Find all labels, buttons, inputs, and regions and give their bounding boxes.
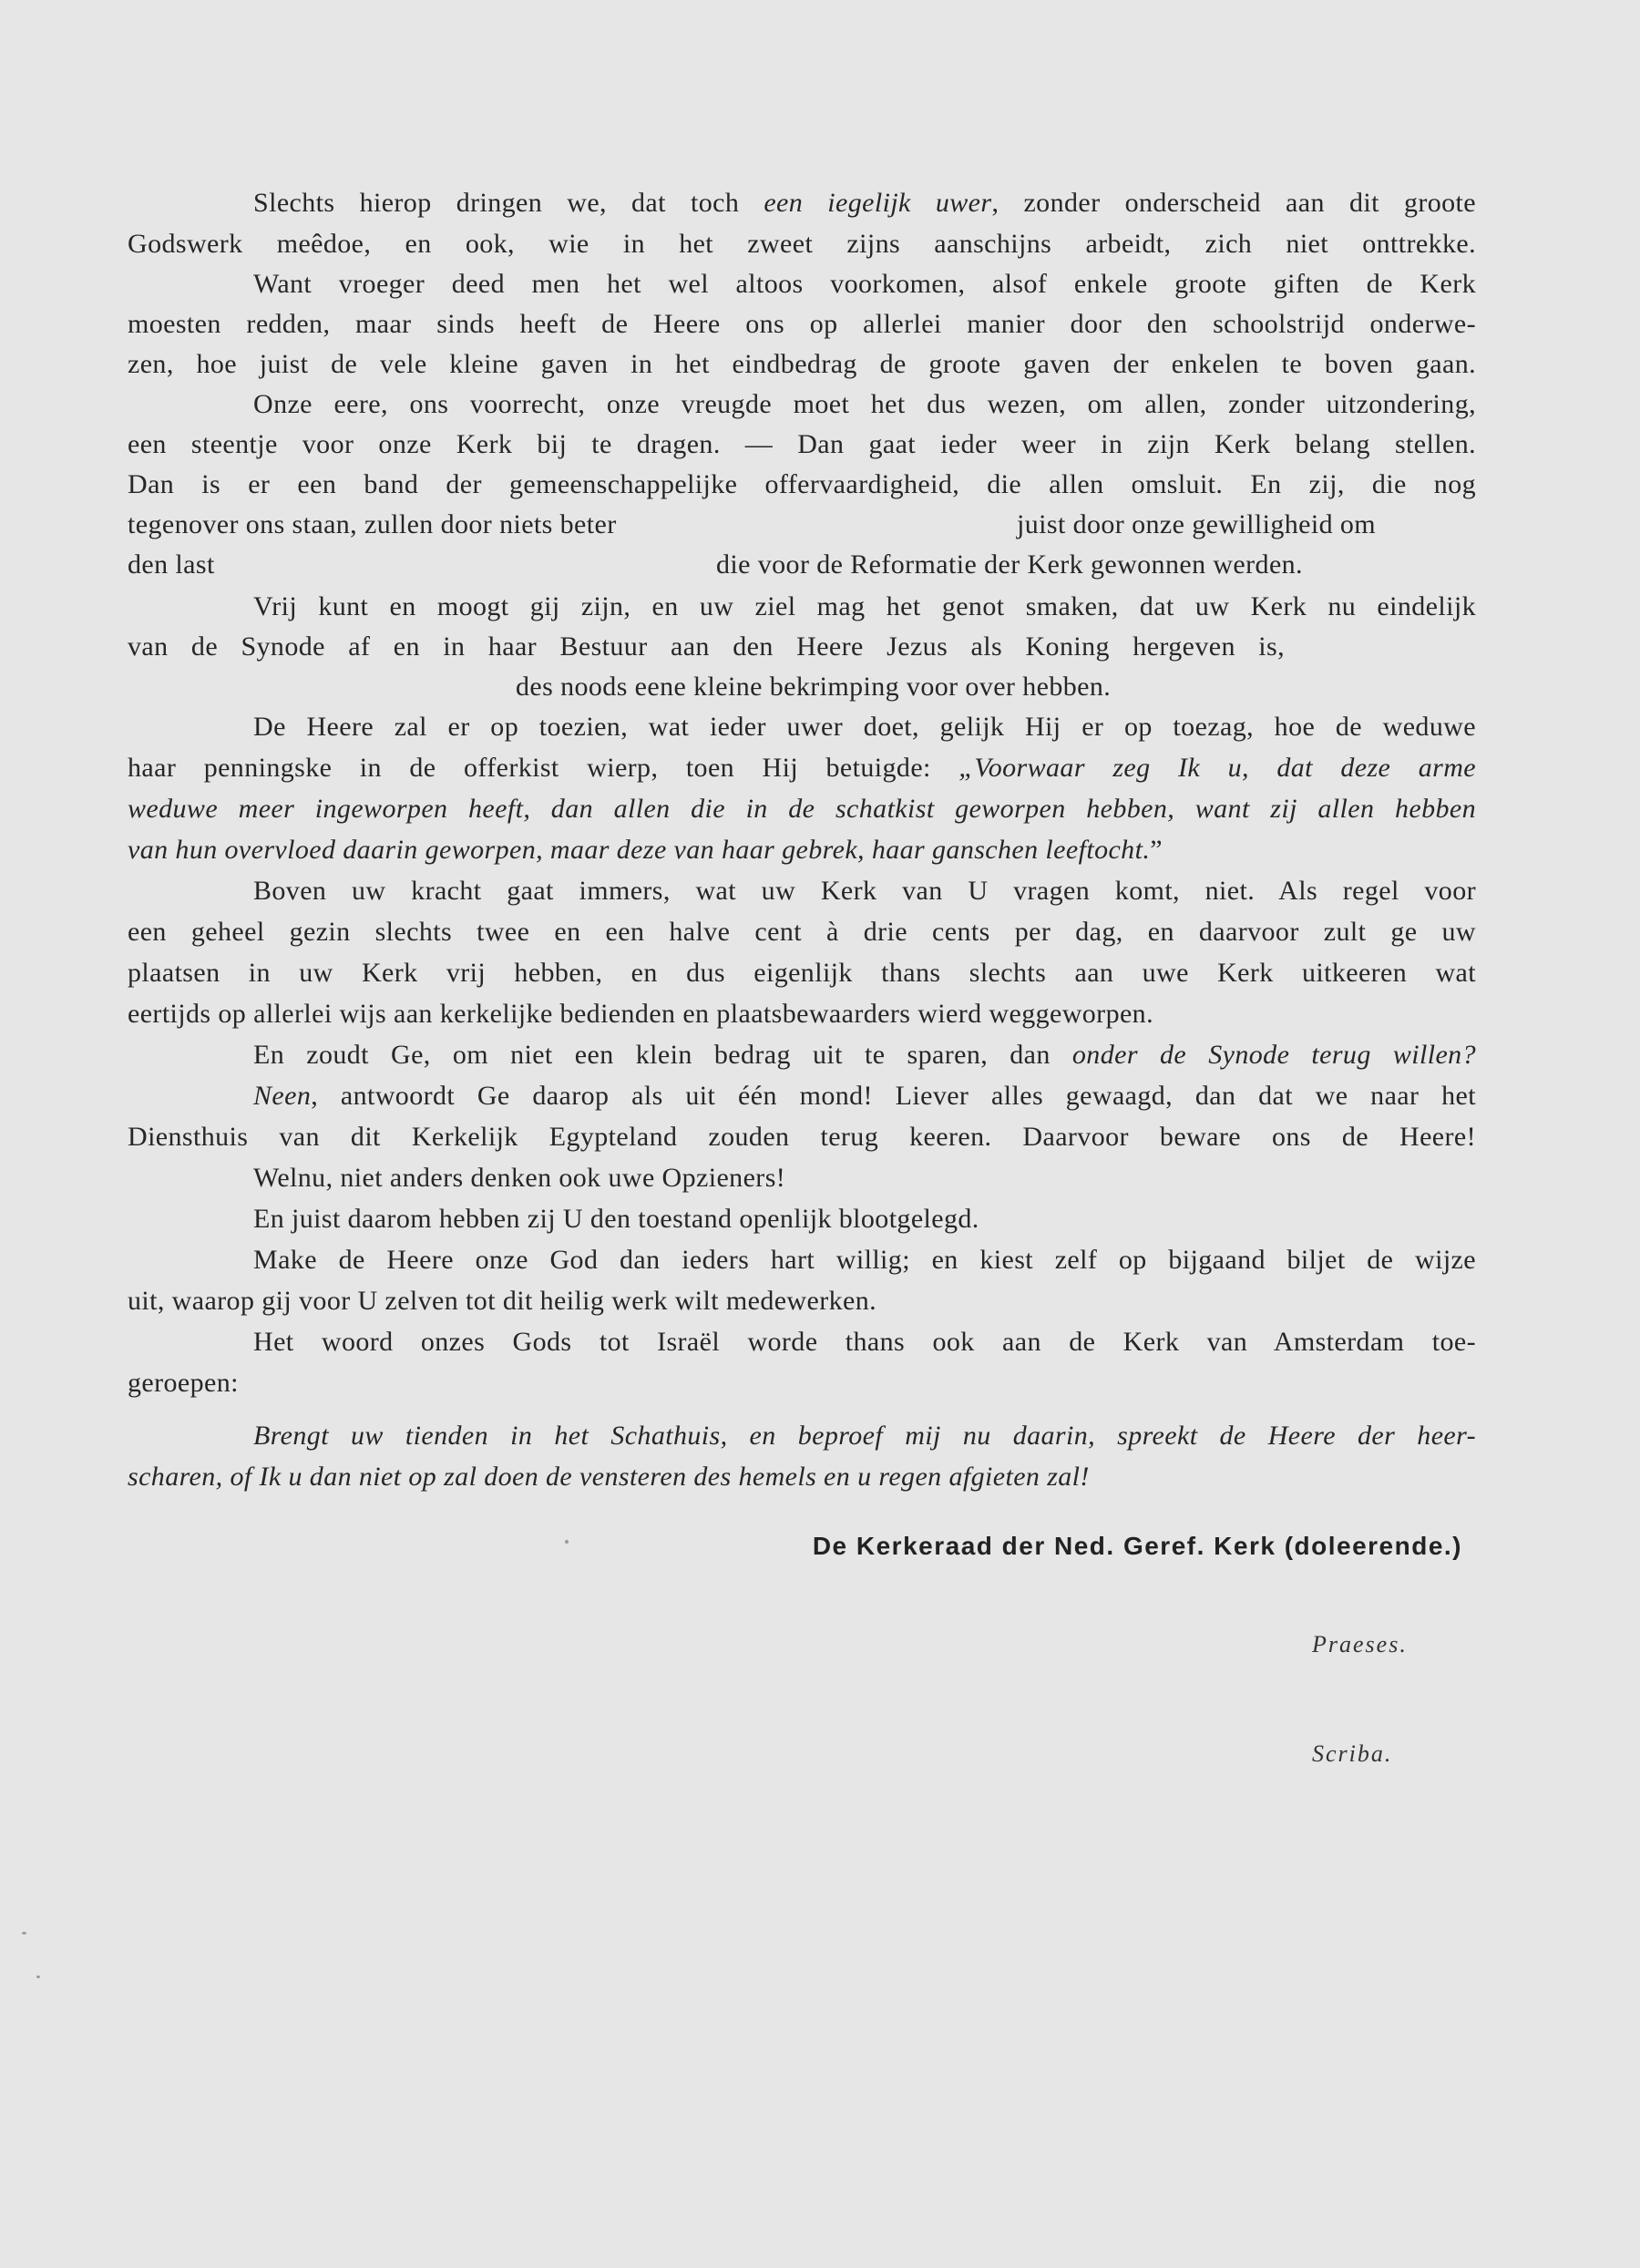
- text-line-left: tegenover ons staan, zullen door niets beter: [128, 509, 617, 539]
- text-line: [253, 1039, 1476, 1072]
- scripture-quote: Brengt uw tienden in het Schathuis, en beproef mij nu daarin, spreekt de Heere der heer-: [253, 1421, 1476, 1451]
- text-run: haar penningske in de offerkist wierp, toen Hij betuigde:: [128, 753, 959, 783]
- emphasis-text: onder de Synode terug willen?: [1071, 1040, 1476, 1070]
- text-line: En juist daarom hebben zij U den toestand openlijk blootgelegd.: [253, 1204, 979, 1234]
- text-line: De Heere zal er op toezien, wat ieder uwer doet, gelijk Hij er op toezag, hoe de weduwe: [253, 712, 1476, 742]
- scriba-label: Scriba.: [1312, 1740, 1393, 1767]
- church-council-signature: De Kerkeraad der Ned. Geref. Kerk (doleerende.): [812, 1532, 1462, 1560]
- text-line: [253, 1080, 1476, 1113]
- paper-speck: [36, 1976, 40, 1978]
- text-line: Dan is er een band der gemeenschappelijke offervaardigheid, die allen omsluit. En zij, die nog: [128, 469, 1476, 499]
- text-line: Want vroeger deed men het wel altoos voorkomen, alsof enkele groote giften de Kerk: [253, 269, 1476, 299]
- text-line: uit, waarop gij voor U zelven tot dit heilig werk wilt medewerken.: [128, 1286, 877, 1316]
- text-line: van de Synode af en in haar Bestuur aan den Heere Jezus als Koning hergeven is,: [128, 631, 1285, 662]
- text-line: een steentje voor onze Kerk bij te dragen. — Dan gaat ieder weer in zijn Kerk belang stellen.: [128, 429, 1476, 459]
- paper-speck: [565, 1540, 569, 1544]
- text-line: [128, 752, 1476, 785]
- text-line: moesten redden, maar sinds heeft de Heere ons op allerlei manier door den schoolstrijd onderwe-: [128, 309, 1476, 339]
- text-line: [253, 187, 1476, 220]
- text-line: Diensthuis van dit Kerkelijk Egypteland zouden terug keeren. Daarvoor beware ons de Heere!: [128, 1122, 1476, 1152]
- scripture-quote: scharen, of Ik u dan niet op zal doen de vensteren des hemels en u regen afgieten zal!: [128, 1462, 1090, 1492]
- quote-text: van hun overvloed daarin geworpen, maar deze van haar gebrek, haar ganschen leeftocht.: [128, 835, 1151, 865]
- quote-line: [128, 834, 1476, 867]
- text-line: Onze eere, ons voorrecht, onze vreugde moet het dus wezen, om allen, zonder uitzondering,: [253, 389, 1476, 419]
- quote-line: weduwe meer ingeworpen heeft, dan allen die in de schatkist geworpen hebben, want zij allen hebben: [128, 794, 1476, 824]
- text-run: , antwoordt Ge daarop als uit één mond! Liever alles gewaagd, dan dat we naar het: [311, 1081, 1476, 1111]
- text-line-right: juist door onze gewilligheid om: [1017, 509, 1377, 539]
- text-line: Vrij kunt en moogt gij zijn, en uw ziel mag het genot smaken, dat uw Kerk nu eindelijk: [253, 591, 1476, 621]
- text-line: des noods eene kleine bekrimping voor over hebben.: [516, 672, 1112, 702]
- closing-quote: ”: [1150, 835, 1163, 865]
- text-line-left: den last: [128, 549, 215, 580]
- praeses-label: Praeses.: [1312, 1631, 1408, 1657]
- text-run: En zoudt Ge, om niet een klein bedrag uit te sparen, dan: [253, 1040, 1072, 1070]
- emphasis-text: Neen: [253, 1081, 312, 1111]
- text-line: Boven uw kracht gaat immers, wat uw Kerk van U vragen komt, niet. Als regel voor: [253, 876, 1476, 906]
- text-line: een geheel gezin slechts twee en een halve cent à drie cents per dag, en daarvoor zult ge uw: [128, 917, 1476, 947]
- paper-speck: [22, 1932, 26, 1934]
- text-run: Slechts hierop dringen we, dat toch: [253, 188, 764, 218]
- text-line-right: die voor de Reformatie der Kerk gewonnen werden.: [716, 549, 1303, 580]
- text-line: plaatsen in uw Kerk vrij hebben, en dus eigenlijk thans slechts aan uwe Kerk uitkeeren wat: [128, 958, 1476, 988]
- quote-text: „Voorwaar zeg Ik u, dat deze arme: [958, 753, 1476, 783]
- text-line: Het woord onzes Gods tot Israël worde thans ook aan de Kerk van Amsterdam toe-: [253, 1327, 1476, 1357]
- text-line: eertijds op allerlei wijs aan kerkelijke bedienden en plaatsbewaarders wierd weggeworpen.: [128, 999, 1153, 1029]
- text-line: geroepen:: [128, 1368, 239, 1398]
- text-line: Make de Heere onze God dan ieders hart willig; en kiest zelf op bijgaand biljet de wijze: [253, 1245, 1476, 1275]
- text-run: , zonder onderscheid aan dit groote: [991, 188, 1476, 218]
- text-line: Godswerk meêdoe, en ook, wie in het zweet zijns aanschijns arbeidt, zich niet onttrekke.: [128, 229, 1476, 259]
- text-line: Welnu, niet anders denken ook uwe Opzieners!: [253, 1163, 786, 1193]
- emphasis-text: een iegelijk uwer: [764, 188, 992, 218]
- text-line: zen, hoe juist de vele kleine gaven in het eindbedrag de groote gaven der enkelen te boven gaan.: [128, 349, 1476, 379]
